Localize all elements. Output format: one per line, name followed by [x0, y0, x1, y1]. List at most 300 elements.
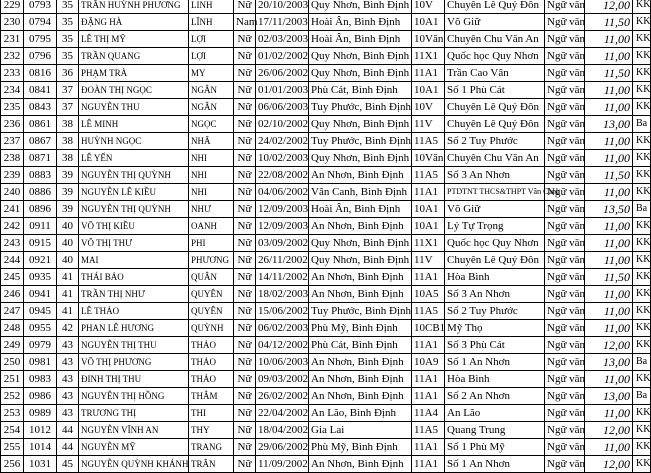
gender-cell: Nữ — [234, 405, 256, 422]
surname-cell: VÕ THỊ THƯ — [79, 235, 189, 252]
sbd-cell: 1031 — [24, 456, 57, 473]
birthplace-cell: An Nhơn, Bình Định — [309, 286, 412, 303]
birthdate-cell: 22/08/2002 — [256, 167, 309, 184]
birthdate-cell: 09/03/2002 — [256, 371, 309, 388]
class-cell: 10V — [412, 99, 445, 116]
birthdate-cell: 26/06/2002 — [256, 65, 309, 82]
room-cell: 43 — [57, 405, 79, 422]
birthplace-cell: An Nhơn, Bình Định — [309, 269, 412, 286]
room-cell: 44 — [57, 422, 79, 439]
score-cell: 11,00 — [585, 218, 633, 235]
birthplace-cell: Phù Mỹ, Bình Định — [309, 320, 412, 337]
gender-cell: Nữ — [234, 286, 256, 303]
table-row — [1, 354, 651, 371]
award-cell: KK — [633, 48, 651, 65]
room-cell: 43 — [57, 388, 79, 405]
room-cell: 42 — [57, 320, 79, 337]
room-cell: 45 — [57, 456, 79, 473]
sbd-cell: 0794 — [24, 14, 57, 31]
birthdate-cell: 18/04/2002 — [256, 422, 309, 439]
birthplace-cell: Quy Nhơn, Bình Định — [309, 116, 412, 133]
sbd-cell: 0983 — [24, 371, 57, 388]
surname-cell: LÊ YẾN — [79, 150, 189, 167]
gender-cell: Nữ — [234, 371, 256, 388]
table-row — [1, 116, 651, 133]
class-cell: 11A5 — [412, 167, 445, 184]
surname-cell: NGUYỄN THỊ THU — [79, 337, 189, 354]
surname-cell: NGUYỄN THỊ HỒNG — [79, 388, 189, 405]
score-cell: 13,00 — [585, 116, 633, 133]
surname-cell: TRẦN HUỲNH PHƯƠNG — [79, 0, 189, 14]
sbd-cell: 0841 — [24, 82, 57, 99]
gender-cell: Nữ — [234, 252, 256, 269]
given-name-cell: TRANG — [189, 439, 234, 456]
table-row — [1, 48, 651, 65]
table-row — [1, 218, 651, 235]
birthdate-cell: 22/04/2002 — [256, 405, 309, 422]
birthplace-cell: Phù Cát, Bình Định — [309, 337, 412, 354]
subject-cell: Ngữ văn — [545, 65, 585, 82]
gender-cell: Nữ — [234, 320, 256, 337]
class-cell: 11A1 — [412, 337, 445, 354]
stt-cell: 252 — [1, 388, 24, 405]
given-name-cell: THẮM — [189, 388, 234, 405]
class-cell: 11V — [412, 116, 445, 133]
birthplace-cell: Tuy Phước, Bình Định — [309, 99, 412, 116]
birthdate-cell: 02/10/2002 — [256, 116, 309, 133]
gender-cell: Nữ — [234, 116, 256, 133]
given-name-cell: THẢO — [189, 337, 234, 354]
birthplace-cell: Tuy Phước, Bình Định — [309, 133, 412, 150]
award-cell: KK — [633, 167, 651, 184]
birthdate-cell: 06/06/2003 — [256, 99, 309, 116]
award-cell: Ba — [633, 116, 651, 133]
award-cell: KK — [633, 184, 651, 201]
score-cell: 11,50 — [585, 167, 633, 184]
stt-cell: 246 — [1, 286, 24, 303]
given-name-cell: MY — [189, 65, 234, 82]
award-cell: KK — [633, 0, 651, 14]
birthdate-cell: 11/09/2002 — [256, 456, 309, 473]
score-cell: 11,00 — [585, 133, 633, 150]
table-row — [1, 133, 651, 150]
class-cell: 11A5 — [412, 303, 445, 320]
gender-cell: Nữ — [234, 133, 256, 150]
subject-cell: Ngữ văn — [545, 14, 585, 31]
class-cell: 11A4 — [412, 405, 445, 422]
birthdate-cell: 26/11/2002 — [256, 252, 309, 269]
given-name-cell: THI — [189, 405, 234, 422]
table-row — [1, 456, 651, 473]
given-name-cell: TRÂN — [189, 456, 234, 473]
stt-cell: 242 — [1, 218, 24, 235]
subject-cell: Ngữ văn — [545, 0, 585, 14]
birthplace-cell: Quy Nhơn, Bình Định — [309, 235, 412, 252]
award-cell: KK — [633, 133, 651, 150]
birthplace-cell: Quy Nhơn, Bình Định — [309, 65, 412, 82]
sbd-cell: 0986 — [24, 388, 57, 405]
table-row — [1, 371, 651, 388]
sbd-cell: 0935 — [24, 269, 57, 286]
room-cell: 35 — [57, 31, 79, 48]
stt-cell: 229 — [1, 0, 24, 14]
given-name-cell: THY — [189, 422, 234, 439]
given-name-cell: PHI — [189, 235, 234, 252]
given-name-cell: NHƯ — [189, 201, 234, 218]
stt-cell: 236 — [1, 116, 24, 133]
stt-cell: 245 — [1, 269, 24, 286]
room-cell: 35 — [57, 48, 79, 65]
class-cell: 11A1 — [412, 371, 445, 388]
score-cell: 12,00 — [585, 0, 633, 14]
room-cell: 40 — [57, 252, 79, 269]
gender-cell: Nữ — [234, 48, 256, 65]
subject-cell: Ngữ văn — [545, 405, 585, 422]
score-cell: 12,00 — [585, 422, 633, 439]
gender-cell: Nam — [234, 14, 256, 31]
birthplace-cell: An Nhơn, Bình Định — [309, 354, 412, 371]
given-name-cell: QUỲNH — [189, 320, 234, 337]
birthplace-cell: Hoài Ân, Bình Định — [309, 201, 412, 218]
gender-cell: Nữ — [234, 337, 256, 354]
school-cell: Chuyên Chu Văn An — [445, 150, 545, 167]
surname-cell: THÁI BẢO — [79, 269, 189, 286]
class-cell: 11V — [412, 252, 445, 269]
surname-cell: VÕ THỊ KIỀU — [79, 218, 189, 235]
birthplace-cell: Quy Nhơn, Bình Định — [309, 252, 412, 269]
sbd-cell: 0886 — [24, 184, 57, 201]
room-cell: 43 — [57, 354, 79, 371]
score-cell: 11,00 — [585, 235, 633, 252]
class-cell: 10A1 — [412, 14, 445, 31]
gender-cell: Nữ — [234, 303, 256, 320]
sbd-cell: 0883 — [24, 167, 57, 184]
table-row — [1, 14, 651, 31]
subject-cell: Ngữ văn — [545, 388, 585, 405]
class-cell: 11A5 — [412, 422, 445, 439]
class-cell: 11X1 — [412, 48, 445, 65]
surname-cell: PHAN LÊ HƯƠNG — [79, 320, 189, 337]
award-cell: Ba — [633, 201, 651, 218]
room-cell: 37 — [57, 99, 79, 116]
stt-cell: 233 — [1, 65, 24, 82]
table-row — [1, 31, 651, 48]
gender-cell: Nữ — [234, 354, 256, 371]
birthplace-cell: Phù Mỹ, Bình Định — [309, 439, 412, 456]
school-cell: Số 1 Phù Cát — [445, 82, 545, 99]
score-cell: 11,00 — [585, 48, 633, 65]
subject-cell: Ngữ văn — [545, 31, 585, 48]
score-cell: 11,00 — [585, 371, 633, 388]
sbd-cell: 1014 — [24, 439, 57, 456]
birthdate-cell: 04/12/2002 — [256, 337, 309, 354]
award-cell: KK — [633, 269, 651, 286]
award-cell: KK — [633, 371, 651, 388]
table-row — [1, 201, 651, 218]
room-cell: 38 — [57, 133, 79, 150]
surname-cell: TRẦN QUANG — [79, 48, 189, 65]
given-name-cell: PHƯƠNG — [189, 252, 234, 269]
given-name-cell: NGÂN — [189, 82, 234, 99]
table-row — [1, 405, 651, 422]
score-cell: 12,00 — [585, 337, 633, 354]
room-cell: 35 — [57, 14, 79, 31]
sbd-cell: 0793 — [24, 0, 57, 14]
room-cell: 41 — [57, 303, 79, 320]
subject-cell: Ngữ văn — [545, 150, 585, 167]
table-row — [1, 150, 651, 167]
score-cell: 11,00 — [585, 320, 633, 337]
birthplace-cell: Phù Cát, Bình Định — [309, 82, 412, 99]
table-row — [1, 0, 651, 14]
gender-cell: Nữ — [234, 0, 256, 14]
score-cell: 11,50 — [585, 14, 633, 31]
given-name-cell: OANH — [189, 218, 234, 235]
sbd-cell: 0955 — [24, 320, 57, 337]
subject-cell: Ngữ văn — [545, 303, 585, 320]
room-cell: 36 — [57, 65, 79, 82]
sbd-cell: 1012 — [24, 422, 57, 439]
birthplace-cell: Quy Nhơn, Bình Định — [309, 48, 412, 65]
sbd-cell: 0843 — [24, 99, 57, 116]
gender-cell: Nữ — [234, 184, 256, 201]
surname-cell: VÕ THỊ PHƯƠNG — [79, 354, 189, 371]
school-cell: Chuyên Lê Quý Đôn — [445, 252, 545, 269]
room-cell: 40 — [57, 218, 79, 235]
subject-cell: Ngữ văn — [545, 99, 585, 116]
school-cell: Quang Trung — [445, 422, 545, 439]
award-cell: KK — [633, 320, 651, 337]
school-cell: Chuyên Lê Quý Đôn — [445, 99, 545, 116]
class-cell: 10Văn — [412, 150, 445, 167]
class-cell: 10Văn — [412, 31, 445, 48]
class-cell: 10A1 — [412, 201, 445, 218]
award-cell: KK — [633, 252, 651, 269]
subject-cell: Ngữ văn — [545, 269, 585, 286]
stt-cell: 255 — [1, 439, 24, 456]
class-cell: 10A5 — [412, 286, 445, 303]
subject-cell: Ngữ văn — [545, 371, 585, 388]
surname-cell: NGUYỄN QUỲNH KHÁNH — [79, 456, 189, 473]
school-cell: Mỹ Thọ — [445, 320, 545, 337]
sbd-cell: 0795 — [24, 31, 57, 48]
sbd-cell: 0915 — [24, 235, 57, 252]
stt-cell: 237 — [1, 133, 24, 150]
given-name-cell: NGÂN — [189, 99, 234, 116]
room-cell: 41 — [57, 286, 79, 303]
subject-cell: Ngữ văn — [545, 354, 585, 371]
table-row — [1, 184, 651, 201]
birthdate-cell: 26/02/2002 — [256, 388, 309, 405]
birthdate-cell: 14/11/2002 — [256, 269, 309, 286]
class-cell: 10A1 — [412, 218, 445, 235]
award-cell: KK — [633, 14, 651, 31]
award-cell: KK — [633, 218, 651, 235]
surname-cell: ĐOÀN THỊ NGỌC — [79, 82, 189, 99]
sbd-cell: 0896 — [24, 201, 57, 218]
given-name-cell: LĨNH — [189, 14, 234, 31]
subject-cell: Ngữ văn — [545, 337, 585, 354]
sbd-cell: 0979 — [24, 337, 57, 354]
stt-cell: 249 — [1, 337, 24, 354]
school-cell: Hòa Bình — [445, 371, 545, 388]
gender-cell: Nữ — [234, 218, 256, 235]
room-cell: 40 — [57, 235, 79, 252]
birthdate-cell: 12/09/2003 — [256, 218, 309, 235]
given-name-cell: NHI — [189, 184, 234, 201]
room-cell: 41 — [57, 269, 79, 286]
sbd-cell: 0796 — [24, 48, 57, 65]
gender-cell: Nữ — [234, 150, 256, 167]
surname-cell: LÊ THỊ MỸ — [79, 31, 189, 48]
surname-cell: HUỲNH NGỌC — [79, 133, 189, 150]
class-cell: 11A1 — [412, 439, 445, 456]
school-cell: Quốc học Quy Nhơn — [445, 48, 545, 65]
subject-cell: Ngữ văn — [545, 82, 585, 99]
room-cell: 39 — [57, 201, 79, 218]
award-cell: KK — [633, 456, 651, 473]
surname-cell: NGUYỄN VĨNH AN — [79, 422, 189, 439]
school-cell: Lý Tự Trọng — [445, 218, 545, 235]
table-row — [1, 439, 651, 456]
surname-cell: NGUYỄN MỸ — [79, 439, 189, 456]
table-row — [1, 320, 651, 337]
gender-cell: Nữ — [234, 439, 256, 456]
birthplace-cell: An Nhơn, Bình Định — [309, 218, 412, 235]
award-cell: KK — [633, 405, 651, 422]
gender-cell: Nữ — [234, 456, 256, 473]
birthdate-cell: 01/02/2002 — [256, 48, 309, 65]
surname-cell: ĐINH THỊ THU — [79, 371, 189, 388]
school-cell: Số 3 Phù Cát — [445, 337, 545, 354]
stt-cell: 230 — [1, 14, 24, 31]
sbd-cell: 0981 — [24, 354, 57, 371]
score-cell: 11,50 — [585, 65, 633, 82]
given-name-cell: QUÂN — [189, 269, 234, 286]
stt-cell: 235 — [1, 99, 24, 116]
school-cell: Số 3 An Nhơn — [445, 167, 545, 184]
sbd-cell: 0816 — [24, 65, 57, 82]
birthplace-cell: An Nhơn, Bình Định — [309, 388, 412, 405]
stt-cell: 251 — [1, 371, 24, 388]
subject-cell: Ngữ văn — [545, 201, 585, 218]
birthplace-cell: Quy Nhơn, Bình Định — [309, 150, 412, 167]
score-cell: 11,00 — [585, 252, 633, 269]
birthdate-cell: 03/09/2002 — [256, 235, 309, 252]
school-cell: Chuyên Lê Quý Đôn — [445, 0, 545, 14]
birthdate-cell: 18/02/2003 — [256, 286, 309, 303]
table-row — [1, 82, 651, 99]
school-cell: Số 2 Tuy Phước — [445, 303, 545, 320]
gender-cell: Nữ — [234, 235, 256, 252]
birthdate-cell: 17/11/2003 — [256, 14, 309, 31]
stt-cell: 240 — [1, 184, 24, 201]
award-cell: KK — [633, 65, 651, 82]
stt-cell: 244 — [1, 252, 24, 269]
gender-cell: Nữ — [234, 269, 256, 286]
sbd-cell: 0921 — [24, 252, 57, 269]
stt-cell: 243 — [1, 235, 24, 252]
subject-cell: Ngữ văn — [545, 48, 585, 65]
given-name-cell: QUYÊN — [189, 303, 234, 320]
table-row — [1, 286, 651, 303]
school-cell: Chuyên Chu Văn An — [445, 31, 545, 48]
sbd-cell: 0941 — [24, 286, 57, 303]
stt-cell: 254 — [1, 422, 24, 439]
room-cell: 44 — [57, 439, 79, 456]
school-cell: Số 1 An Nhơn — [445, 456, 545, 473]
surname-cell: PHẠM TRÀ — [79, 65, 189, 82]
score-cell: 11,00 — [585, 303, 633, 320]
stt-cell: 234 — [1, 82, 24, 99]
award-cell: KK — [633, 286, 651, 303]
birthplace-cell: An Nhơn, Bình Định — [309, 456, 412, 473]
given-name-cell: THẢO — [189, 354, 234, 371]
given-name-cell: LỢI — [189, 31, 234, 48]
score-cell: 11,00 — [585, 286, 633, 303]
school-cell: Số 1 Phù Mỹ — [445, 439, 545, 456]
award-cell: KK — [633, 337, 651, 354]
stt-cell: 253 — [1, 405, 24, 422]
class-cell: 11A1 — [412, 184, 445, 201]
score-cell: 13,50 — [585, 201, 633, 218]
surname-cell: NGUYỄN THỊ QUỲNH — [79, 201, 189, 218]
sbd-cell: 0861 — [24, 116, 57, 133]
birthplace-cell: Gia Lai — [309, 422, 412, 439]
score-cell: 11,00 — [585, 184, 633, 201]
class-cell: 10V — [412, 0, 445, 14]
score-cell: 11,50 — [585, 269, 633, 286]
score-cell: 12,00 — [585, 456, 633, 473]
sbd-cell: 0989 — [24, 405, 57, 422]
room-cell: 39 — [57, 184, 79, 201]
birthdate-cell: 01/01/2003 — [256, 82, 309, 99]
birthdate-cell: 12/09/2003 — [256, 201, 309, 218]
given-name-cell: LINH — [189, 0, 234, 14]
class-cell: 11A1 — [412, 65, 445, 82]
stt-cell: 248 — [1, 320, 24, 337]
room-cell: 38 — [57, 150, 79, 167]
room-cell: 35 — [57, 0, 79, 14]
stt-cell: 250 — [1, 354, 24, 371]
stt-cell: 232 — [1, 48, 24, 65]
birthdate-cell: 24/02/2002 — [256, 133, 309, 150]
school-cell: Chuyên Lê Quý Đôn — [445, 116, 545, 133]
award-cell: KK — [633, 150, 651, 167]
gender-cell: Nữ — [234, 65, 256, 82]
birthplace-cell: Quy Nhơn, Bình Định — [309, 0, 412, 14]
surname-cell: NGUYỄN THỊ QUỲNH — [79, 167, 189, 184]
award-cell: KK — [633, 82, 651, 99]
award-cell: Ba — [633, 354, 651, 371]
class-cell: 11A1 — [412, 456, 445, 473]
stt-cell: 239 — [1, 167, 24, 184]
award-cell: KK — [633, 303, 651, 320]
gender-cell: Nữ — [234, 82, 256, 99]
class-cell: 11A1 — [412, 269, 445, 286]
given-name-cell: NHÃ — [189, 133, 234, 150]
room-cell: 43 — [57, 337, 79, 354]
table-row — [1, 303, 651, 320]
table-row — [1, 337, 651, 354]
class-cell: 10A9 — [412, 354, 445, 371]
birthplace-cell: Vân Canh, Bình Định — [309, 184, 412, 201]
award-cell: KK — [633, 31, 651, 48]
subject-cell: Ngữ văn — [545, 422, 585, 439]
subject-cell: Ngữ văn — [545, 167, 585, 184]
surname-cell: NGUYỄN LÊ KIỀU — [79, 184, 189, 201]
stt-cell: 241 — [1, 201, 24, 218]
